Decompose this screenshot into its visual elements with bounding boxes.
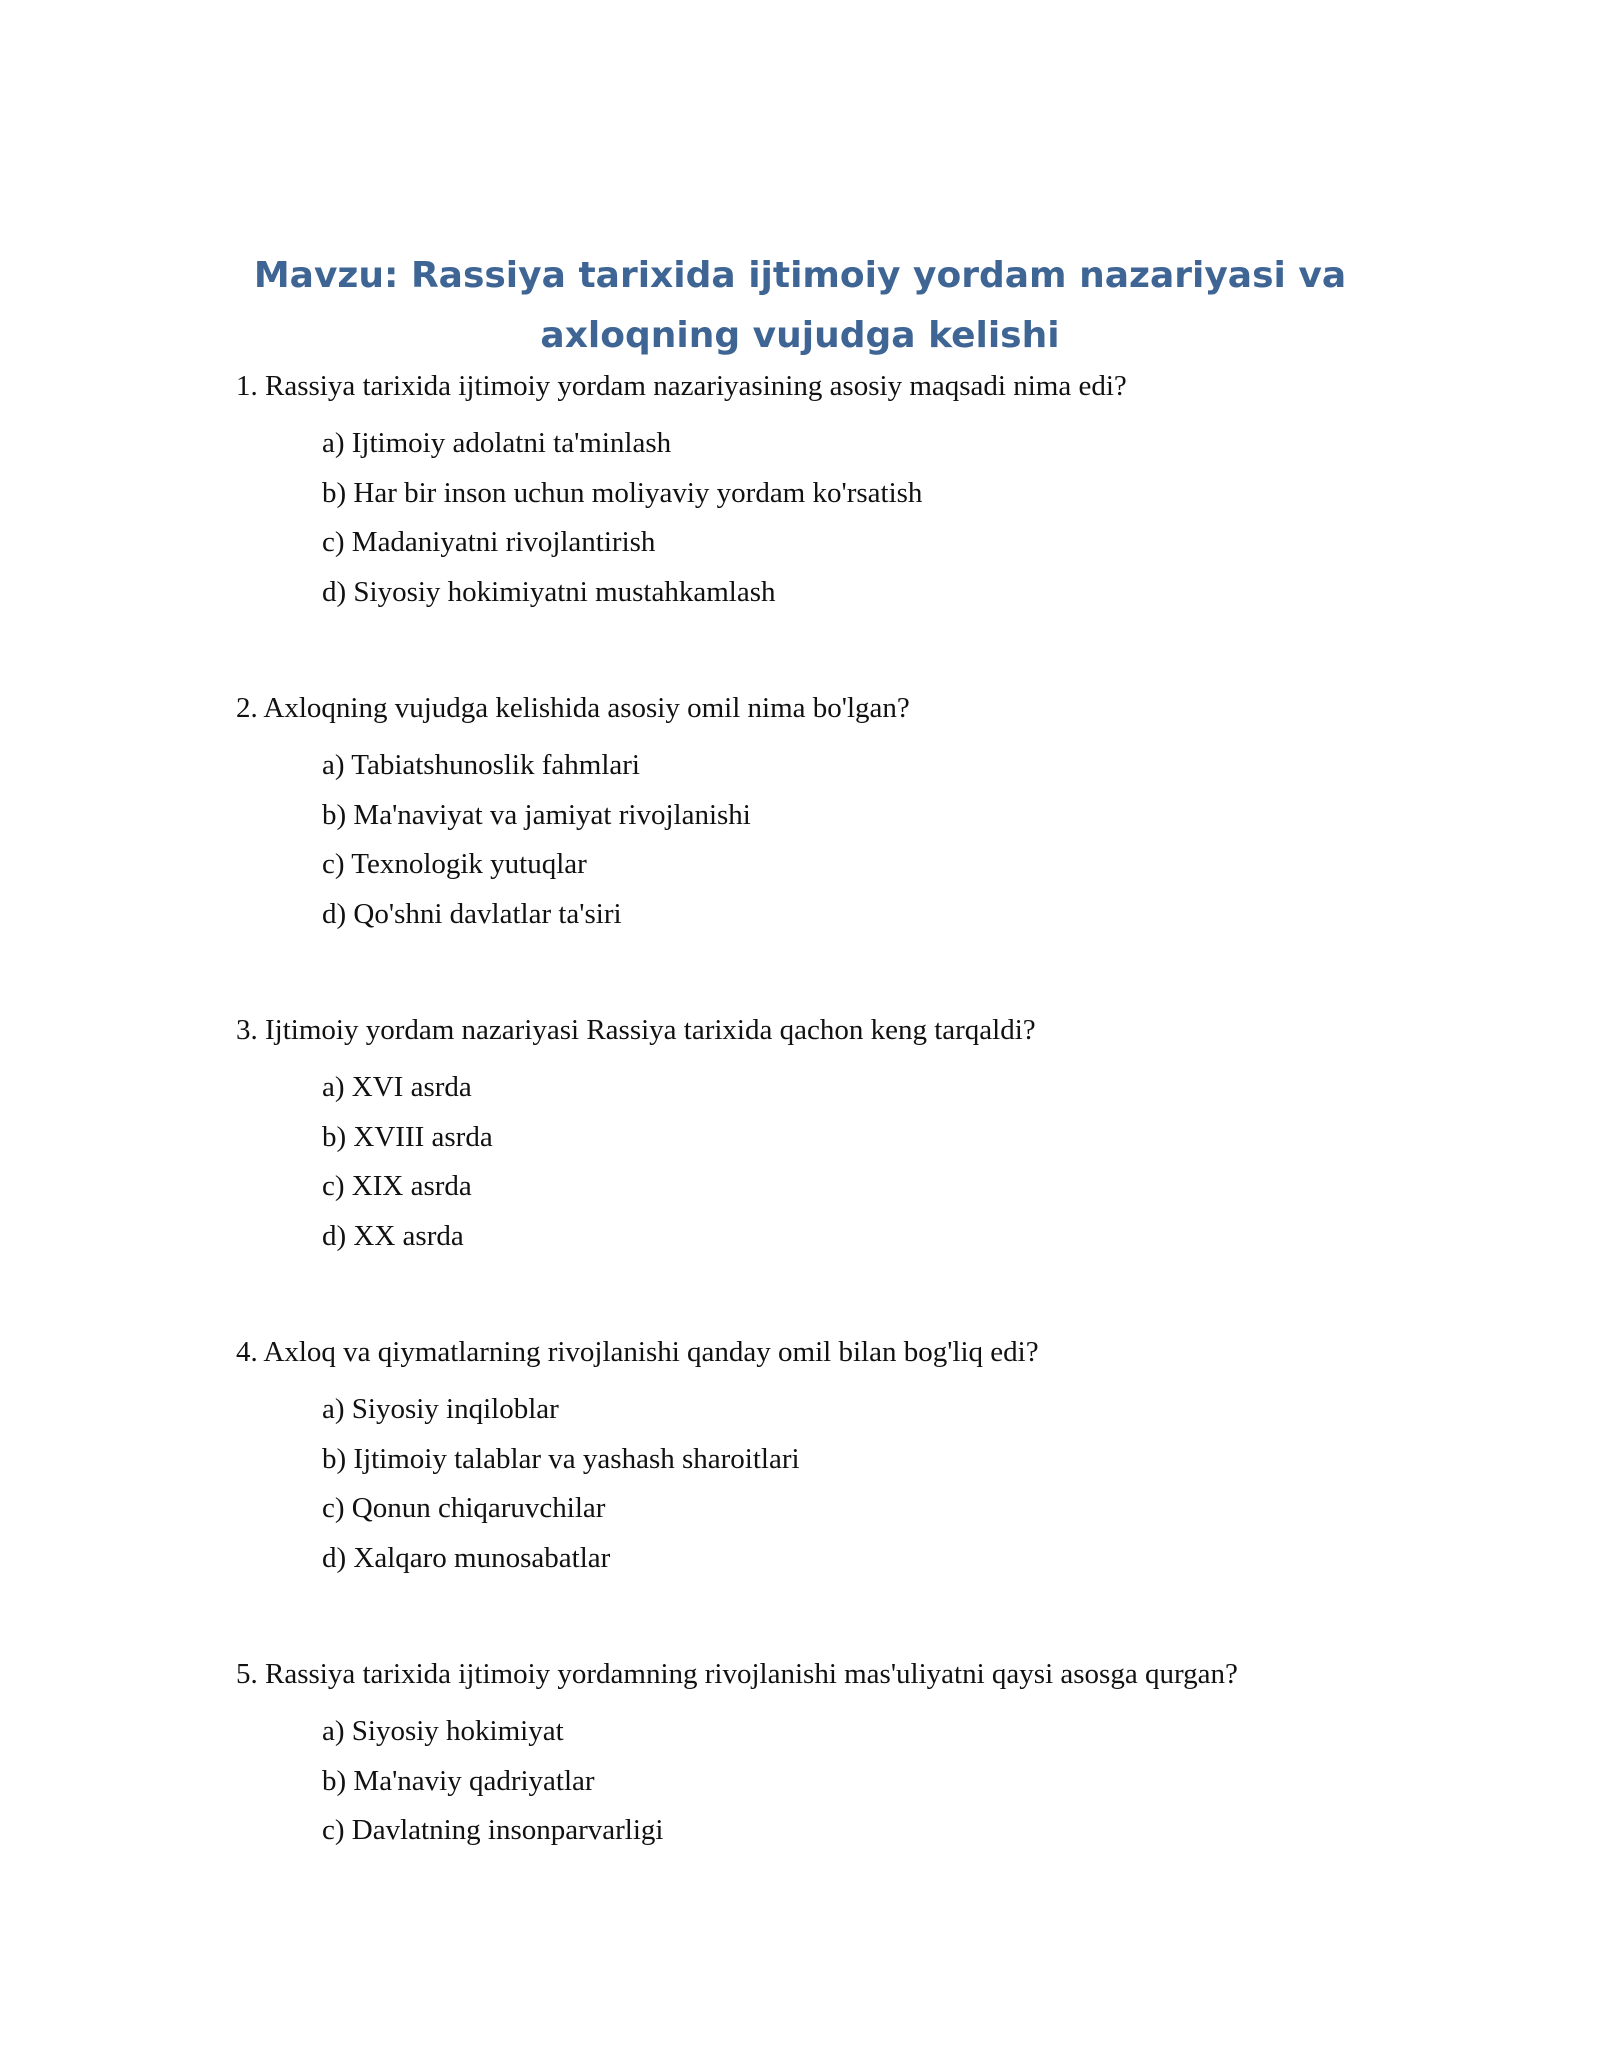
question-text: 4. Axloq va qiymatlarning rivojlanishi qanday omil bilan bog'liq edi?	[236, 1336, 1039, 1368]
question-item	[236, 688, 1416, 1010]
question-item	[236, 1654, 1416, 1976]
answer-option: a) XVI asrda	[322, 1071, 472, 1103]
question-text: 1. Rassiya tarixida ijtimoiy yordam nazariyasining asosiy maqsadi nima edi?	[236, 370, 1127, 402]
question-text: 2. Axloqning vujudga kelishida asosiy omil nima bo'lgan?	[236, 692, 910, 724]
answer-option: a) Siyosiy inqiloblar	[322, 1393, 559, 1425]
document-title: Mavzu: Rassiya tarixida ijtimoiy yordam nazariyasi va axloqning vujudga kelishi	[253, 255, 1347, 356]
answer-option: d) Siyosiy hokimiyatni mustahkamlash	[322, 575, 776, 608]
answer-option: b) Ma'naviy qadriyatlar	[322, 1764, 595, 1797]
answer-option: c) Texnologik yutuqlar	[322, 848, 587, 880]
answer-option: c) Davlatning insonparvarligi	[322, 1814, 664, 1846]
question-text: 3. Ijtimoiy yordam nazariyasi Rassiya tarixida qachon keng tarqaldi?	[236, 1014, 1036, 1046]
answer-option: a) Tabiatshunoslik fahmlari	[322, 749, 640, 781]
question-item	[236, 1332, 1416, 1654]
answer-option: c) XIX asrda	[322, 1170, 472, 1202]
question-item	[236, 366, 1416, 688]
answer-option: d) XX asrda	[322, 1219, 464, 1252]
question-list	[236, 366, 1416, 1976]
question-text: 5. Rassiya tarixida ijtimoiy yordamning rivojlanishi mas'uliyatni qaysi asosga qurgan?	[236, 1658, 1238, 1690]
answer-option: d) Xalqaro munosabatlar	[322, 1541, 611, 1574]
answer-option: c) Qonun chiqaruvchilar	[322, 1492, 606, 1524]
answer-option: d) Qo'shni davlatlar ta'siri	[322, 897, 622, 930]
question-item	[236, 1010, 1416, 1332]
answer-option: b) Ma'naviyat va jamiyat rivojlanishi	[322, 798, 751, 831]
answer-option: b) Har bir inson uchun moliyaviy yordam ko'rsatish	[322, 476, 923, 509]
answer-option: a) Siyosiy hokimiyat	[322, 1715, 564, 1747]
answer-option: c) Madaniyatni rivojlantirish	[322, 526, 656, 558]
answer-option: b) Ijtimoiy talablar va yashash sharoitlari	[322, 1442, 800, 1475]
answer-option: a) Ijtimoiy adolatni ta'minlash	[322, 427, 672, 459]
answer-option: b) XVIII asrda	[322, 1120, 493, 1153]
